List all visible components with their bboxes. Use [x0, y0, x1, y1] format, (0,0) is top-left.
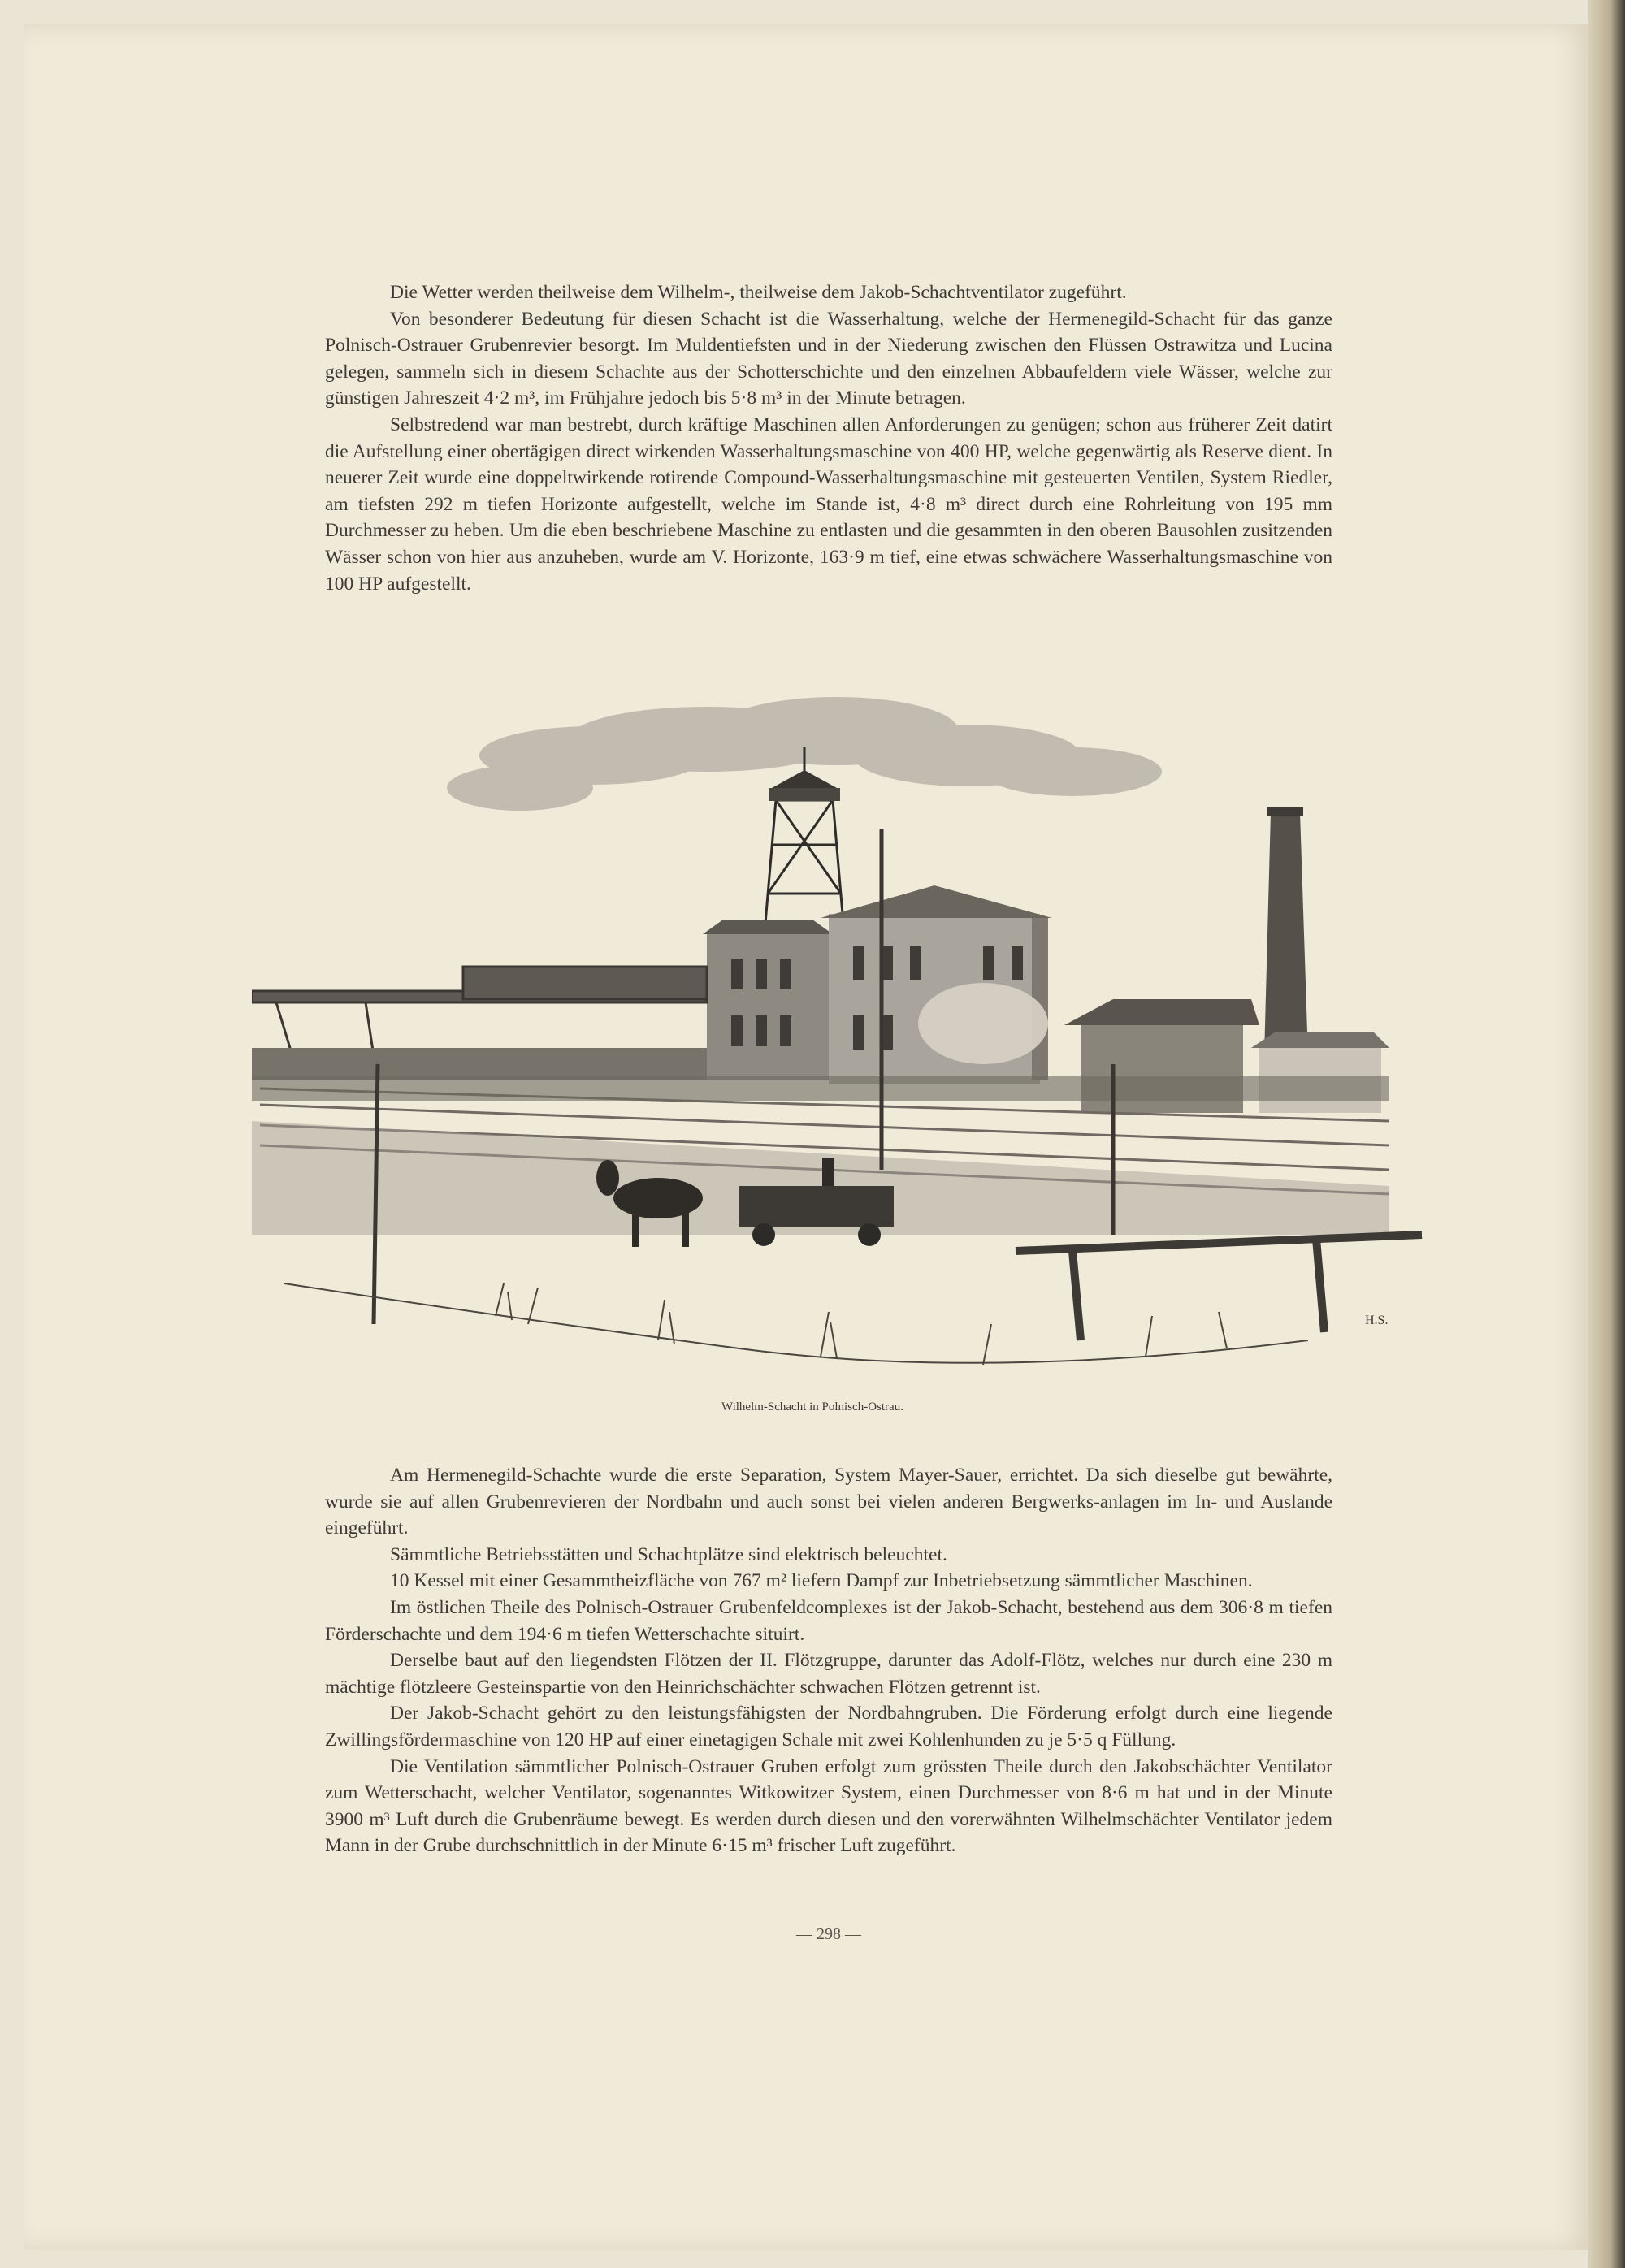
artist-signature: H.S. — [1365, 1314, 1389, 1327]
page-number: — 298 — — [796, 1925, 861, 1943]
paragraph: Am Hermenegild-Schachte wurde die erste Separation, System Mayer-Sauer, errichtet. Da sich dieselbe gut bewährte, wurde sie auf allen Grubenrevieren der Nordbahn und auch sonst bei vielen anderen Bergwerks-anlagen im In- und Auslande eingeführt. — [325, 1465, 1332, 1539]
lower-text-block — [325, 1462, 1332, 1859]
paragraph: Derselbe baut auf den liegendsten Flötzen der II. Flötzgruppe, darunter das Adolf-Flötz, welches nur durch eine 230 m mächtige flötzleere Gesteinspartie von den Heinrichschächter schwachen Flötzen getrennt ist. — [325, 1650, 1332, 1698]
conveyor-bridge — [252, 967, 707, 1056]
paragraph: Im östlichen Theile des Polnisch-Ostrauer Grubenfeldcomplexes ist der Jakob-Schacht, bestehend aus dem 306·8 m tiefen Förderschachte und dem 194·6 m tiefen Wetterschachte situirt. — [325, 1596, 1332, 1645]
wooden-fence — [1016, 1235, 1422, 1340]
book-spine — [1588, 0, 1625, 2268]
paragraph: Die Ventilation sämmtlicher Polnisch-Ostrauer Gruben erfolgt zum grössten Theile durch den Jakobschächter Ventilator zum Wetterschacht, welcher Ventilator, sogenanntes Witkowitzer System, einen Durchmesser von 8·6 m hat und in der Minute 3900 m³ Luft durch die Grubenräume bewegt. Es werden durch diesen und den vorerwähnten Wilhelmschächter Ventilator jedem Mann in der Grube durchschnittlich in der Minute 6·15 m³ frischer Luft zugeführt. — [325, 1755, 1332, 1857]
paragraph: Die Wetter werden theilweise dem Wilhelm-, theilweise dem Jakob-Schachtventilator zugeführt. — [390, 282, 1127, 303]
grass-foreground — [284, 1283, 1308, 1365]
upper-text-block — [325, 279, 1332, 597]
paragraph: Der Jakob-Schacht gehört zu den leistungsfähigsten der Nordbahngruben. Die Förderung erfolgt durch eine liegende Zwillingsfördermaschine von 120 HP auf einer einetagigen Schale mit zwei Kohlenhunden zu je 5·5 q Füllung. — [325, 1703, 1332, 1751]
illustration-wilhelm-schacht — [252, 666, 1430, 1397]
paragraph: Sämmtliche Betriebsstätten und Schachtplätze sind elektrisch beleuchtet. — [390, 1543, 947, 1565]
paragraph: 10 Kessel mit einer Gesammtheizfläche von 767 m² liefern Dampf zur Inbetriebsetzung sämmtlicher Maschinen. — [390, 1570, 1253, 1592]
paragraph: Von besonderer Bedeutung für diesen Schacht ist die Wasserhaltung, welche der Hermenegild-Schacht für das ganze Polnisch-Ostrauer Grubenrevier besorgt. Im Muldentiefsten und in der Niederung zwischen den Flüssen Ostrawitza und Lucina gelegen, sammeln sich in diesem Schachte aus der Schotterschichte und den einzelnen Abbaufeldern viele Wässer, welche zur günstigen Jahreszeit 4·2 m³, im Frühjahre jedoch bis 5·8 m³ in der Minute betragen. — [325, 308, 1332, 409]
paragraph: Selbstredend war man bestrebt, durch kräftige Maschinen allen Anforderungen zu genügen; schon aus früherer Zeit datirt die Aufstellung einer obertägigen direct wirkenden Wasserhaltungsmaschine von 400 HP, welche gegenwärtig als Reserve dient. In neuerer Zeit wurde eine doppeltwirkende rotirende Compound-Wasserhaltungsmaschine mit gesteuerten Ventilen, System Riedler, am tiefsten 292 m tiefen Horizonte aufgestellt, welche im Stande ist, 4·8 m³ direct durch eine Rohrleitung von 195 mm Durchmesser zu heben. Um die eben beschriebene Maschine zu entlasten und die gesammten in den oberen Bausohlen zusitzenden Wässer schon von hier aus anzuheben, wurde am V. Horizonte, 163·9 m tief, eine etwas schwächere Wasserhaltungsmaschine von 100 HP aufgestellt. — [325, 413, 1332, 595]
figure-caption: Wilhelm-Schacht in Polnisch-Ostrau. — [722, 1400, 904, 1413]
chimney — [1264, 812, 1308, 1056]
